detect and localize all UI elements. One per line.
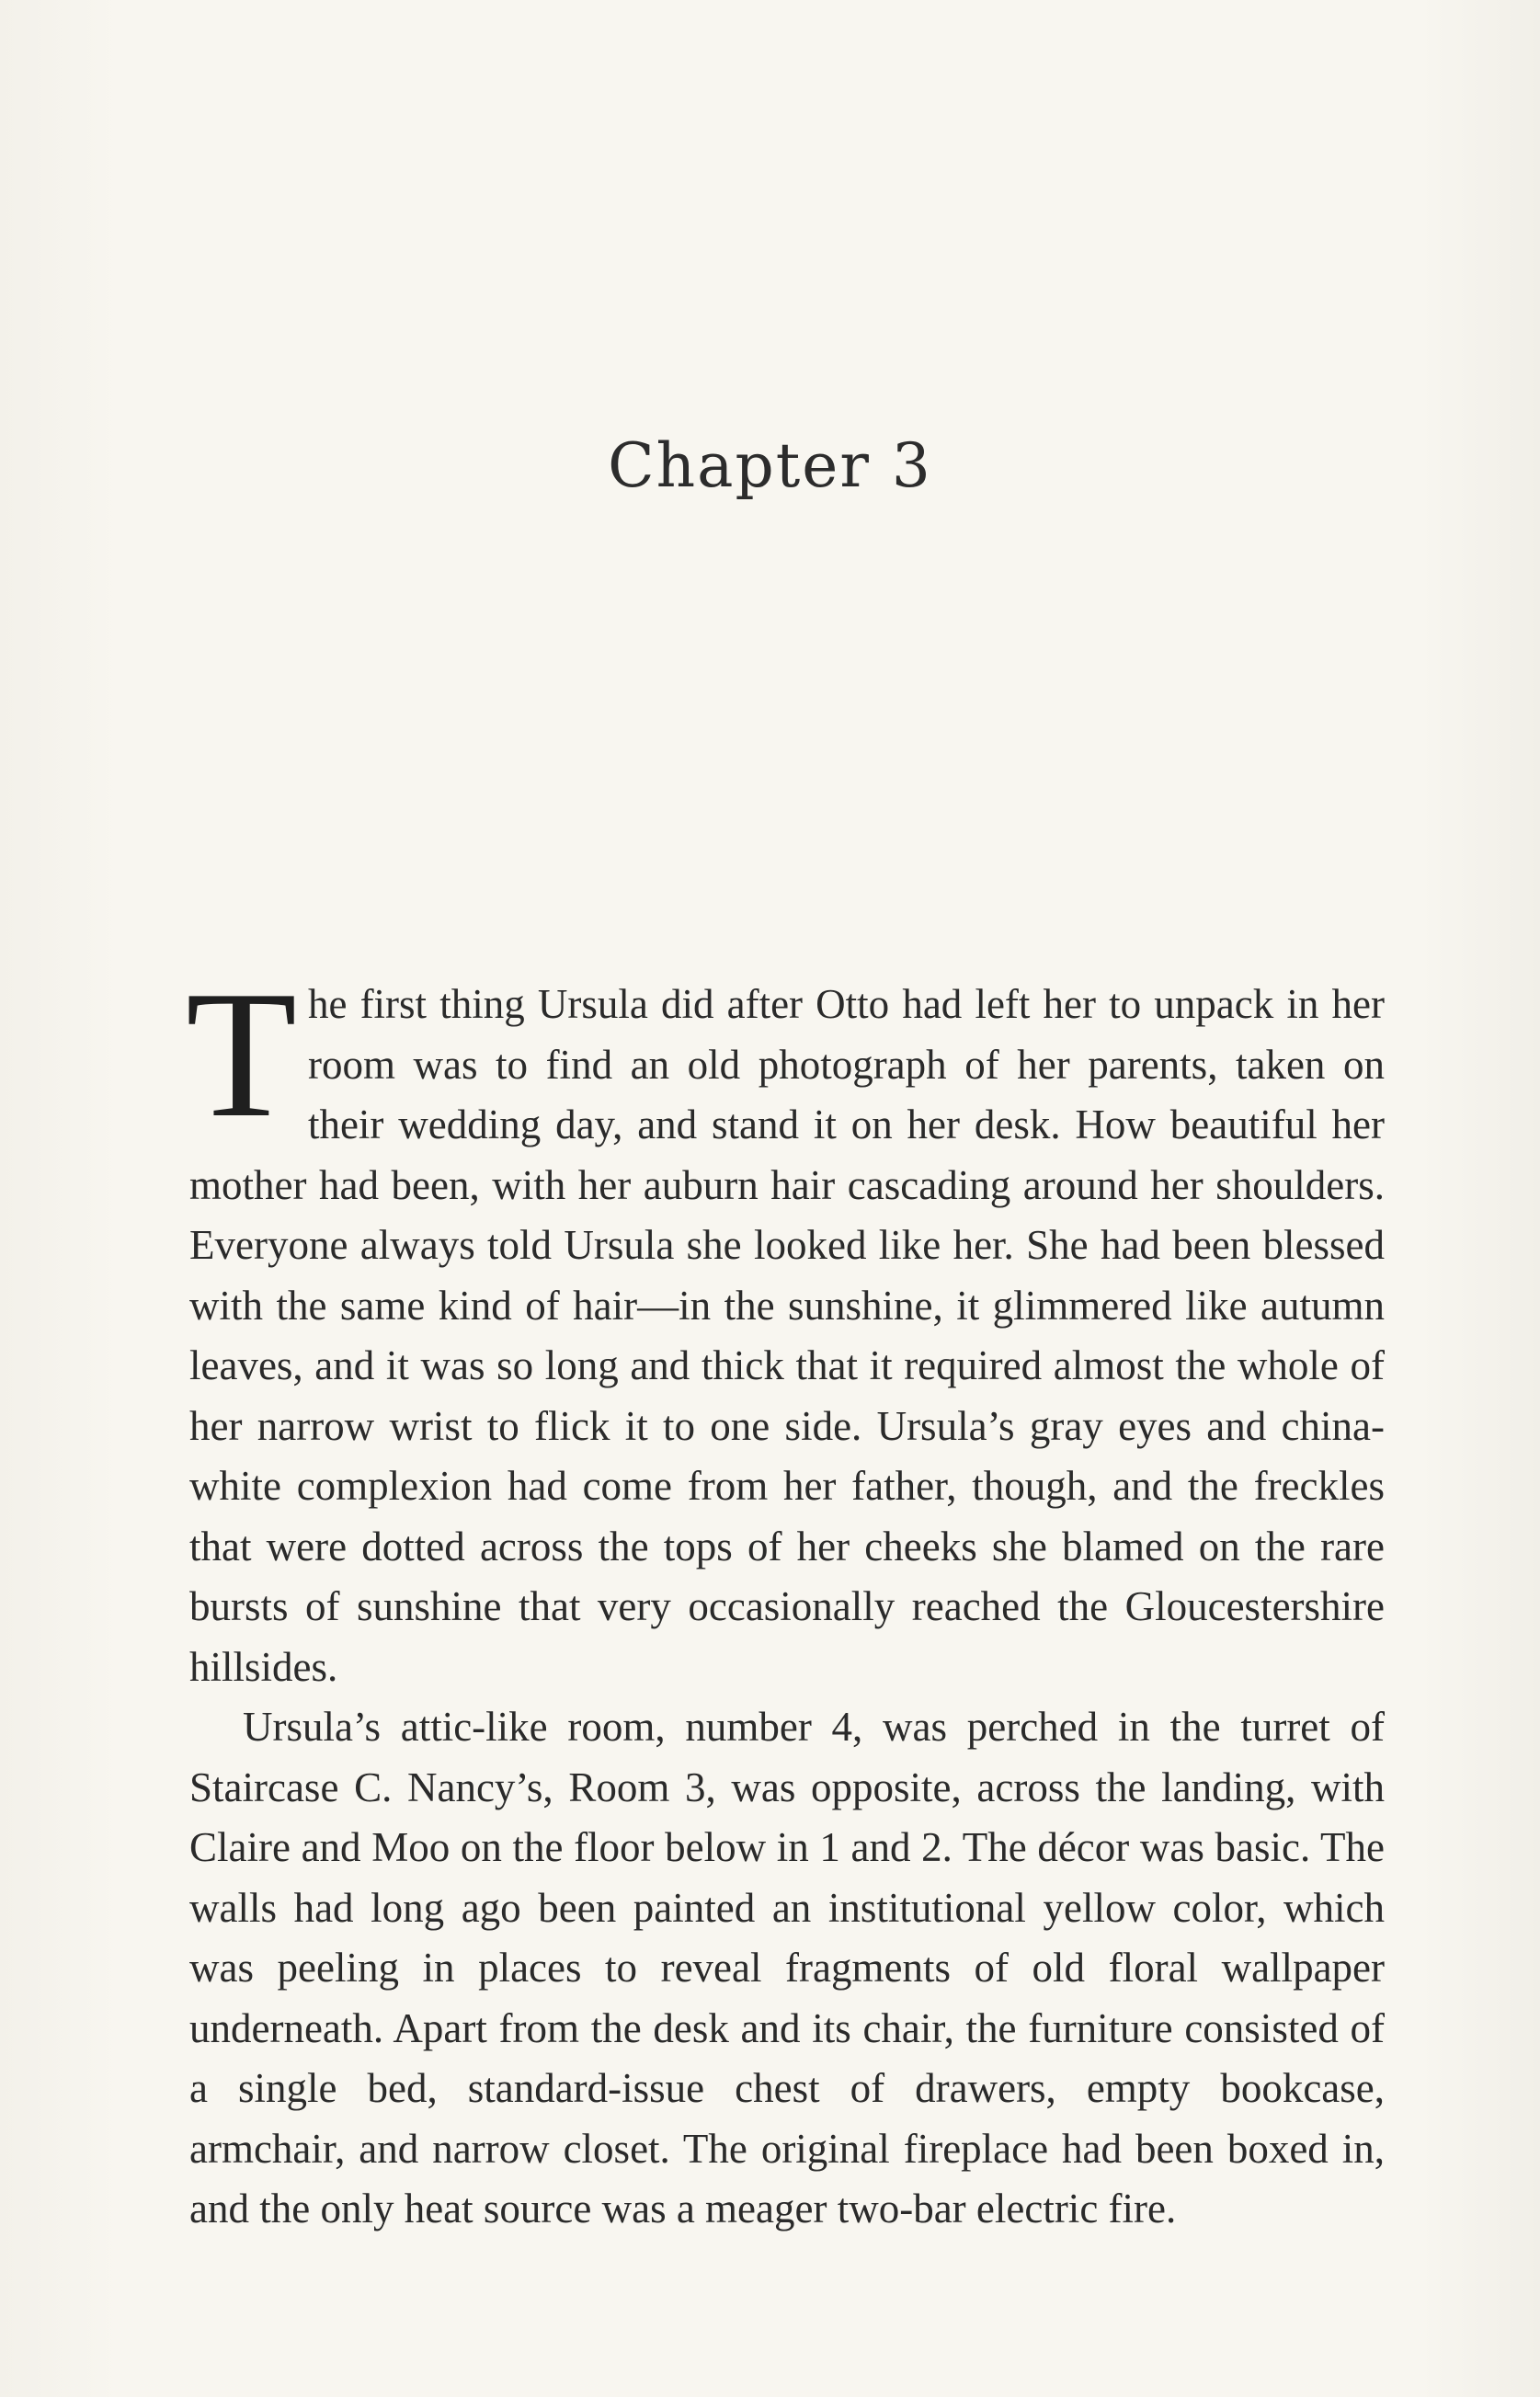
drop-cap: T xyxy=(186,953,297,1155)
paragraph-1 xyxy=(186,953,1385,1697)
paragraph-2: Ursula’s attic-like room, number 4, was perched in the turret of Staircase C. Nancy’s, Room 3, was opposite, across the landing, with Claire and Moo on the floor below in 1 and 2. The décor was basic. The walls had long ago been painted an institutional yellow color, which was peeling in places to reveal fragments of old floral wallpaper underneath. Apart from the desk and its chair, the furniture consisted of a single bed, standard-issue chest of drawers, empty bookcase, armchair, and narrow closet. The original fireplace had been boxed in, and the only heat source was a meager two-bar electric fire. xyxy=(189,1704,1385,2231)
chapter-title: Chapter 3 xyxy=(608,430,932,501)
paragraph-1-text: he first thing Ursula did after Otto had left her to unpack in her room was to find an old photograph of her parents, taken on their wedding day, and stand it on her desk. How beautiful her mother had been, with her auburn hair cascading around her shoulders. Everyone always told Ursula she looked like her. She had been blessed with the same kind of hair—in the sunshine, it glimmered like autumn leaves, and it was so long and thick that it required almost the whole of her narrow wrist to flick it to one side. Ursula’s gray eyes and china-white complexion had come from her father, though, and the freckles that were dotted across the tops of her cheeks she blamed on the rare bursts of sunshine that very occasionally reached the Gloucestershire hillsides. xyxy=(189,981,1385,1690)
chapter-body xyxy=(186,953,1385,2240)
